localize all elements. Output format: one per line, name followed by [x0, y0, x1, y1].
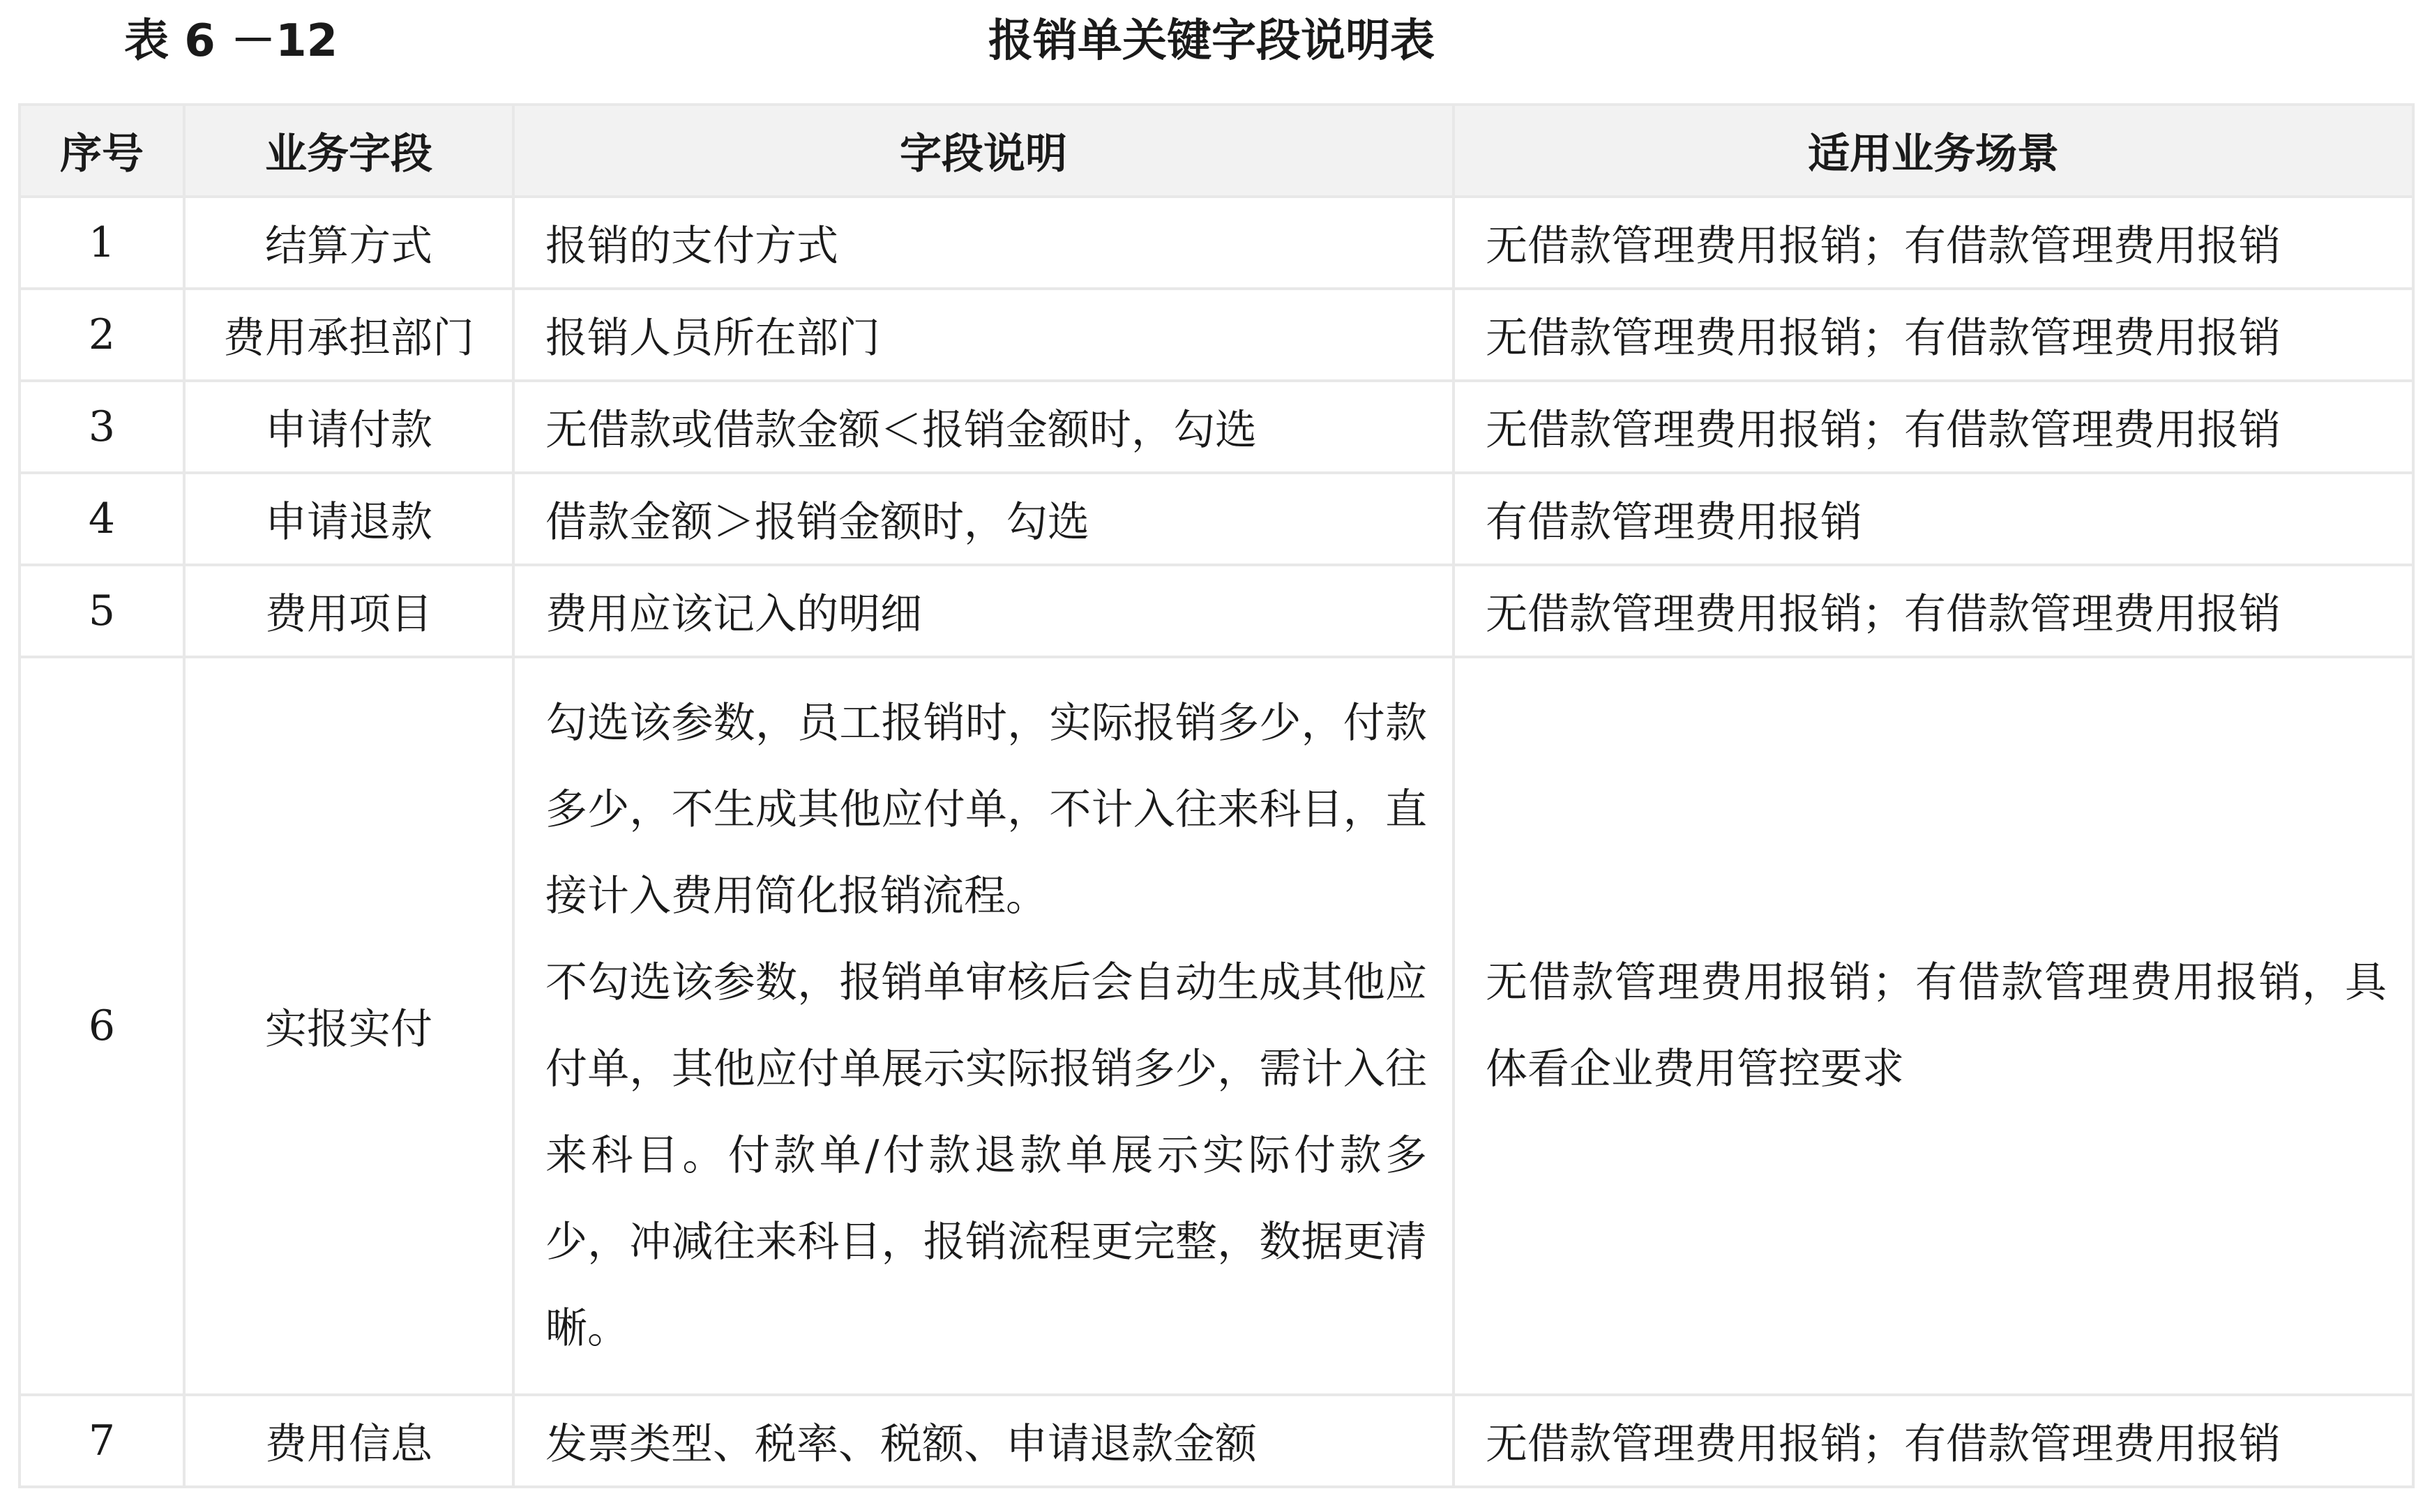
row-description-part-2: 不勾选该参数，报销单审核后会自动生成其他应付单，其他应付单展示实际报销多少，需计入往来科目。付款单/付款退款单展示实际付款多少，冲减往来科目，报销流程更完整，数据更清晰。	[545, 958, 1427, 1353]
row-description	[513, 657, 1454, 1395]
row-description: 发票类型、税率、税额、申请退款金额	[513, 1395, 1454, 1487]
table-row	[20, 381, 2413, 473]
row-scene	[1454, 657, 2413, 1395]
row-field: 申请退款	[184, 473, 513, 565]
row-field: 费用信息	[184, 1395, 513, 1487]
header-index: 序号	[20, 105, 184, 197]
row-scene: 无借款管理费用报销；有借款管理费用报销	[1454, 565, 2413, 657]
header-field: 业务字段	[184, 105, 513, 197]
table-number: 表 6 －12	[124, 15, 338, 67]
table-row	[20, 197, 2413, 289]
table-header-row	[20, 105, 2413, 197]
row-index: 4	[20, 473, 184, 565]
table-row	[20, 473, 2413, 565]
row-description-part-1: 勾选该参数，员工报销时，实际报销多少，付款多少，不生成其他应付单，不计入往来科目，直接计入费用简化报销流程。	[545, 699, 1427, 921]
row-description: 无借款或借款金额＜报销金额时，勾选	[513, 381, 1454, 473]
row-index: 1	[20, 197, 184, 289]
row-scene-text: 无借款管理费用报销；有借款管理费用报销，具体看企业费用管控要求	[1486, 958, 2387, 1094]
field-description-table	[18, 103, 2415, 1488]
table-title: 报销单关键字段说明表	[988, 15, 1435, 67]
row-description: 借款金额＞报销金额时，勾选	[513, 473, 1454, 565]
table-row	[20, 1395, 2413, 1487]
row-index: 7	[20, 1395, 184, 1487]
row-scene: 无借款管理费用报销；有借款管理费用报销	[1454, 289, 2413, 381]
row-description: 报销的支付方式	[513, 197, 1454, 289]
row-field: 实报实付	[184, 657, 513, 1395]
table-row	[20, 565, 2413, 657]
row-scene: 无借款管理费用报销；有借款管理费用报销	[1454, 1395, 2413, 1487]
row-scene: 无借款管理费用报销；有借款管理费用报销	[1454, 197, 2413, 289]
table-row	[20, 657, 2413, 1395]
table-caption	[0, 0, 2423, 84]
row-index: 2	[20, 289, 184, 381]
header-scene: 适用业务场景	[1454, 105, 2413, 197]
row-scene: 无借款管理费用报销；有借款管理费用报销	[1454, 381, 2413, 473]
table-row	[20, 289, 2413, 381]
row-index: 5	[20, 565, 184, 657]
row-description: 费用应该记入的明细	[513, 565, 1454, 657]
header-description: 字段说明	[513, 105, 1454, 197]
row-description: 报销人员所在部门	[513, 289, 1454, 381]
row-scene: 有借款管理费用报销	[1454, 473, 2413, 565]
row-index: 6	[20, 657, 184, 1395]
row-field: 费用承担部门	[184, 289, 513, 381]
row-index: 3	[20, 381, 184, 473]
row-field: 申请付款	[184, 381, 513, 473]
row-field: 费用项目	[184, 565, 513, 657]
row-field: 结算方式	[184, 197, 513, 289]
